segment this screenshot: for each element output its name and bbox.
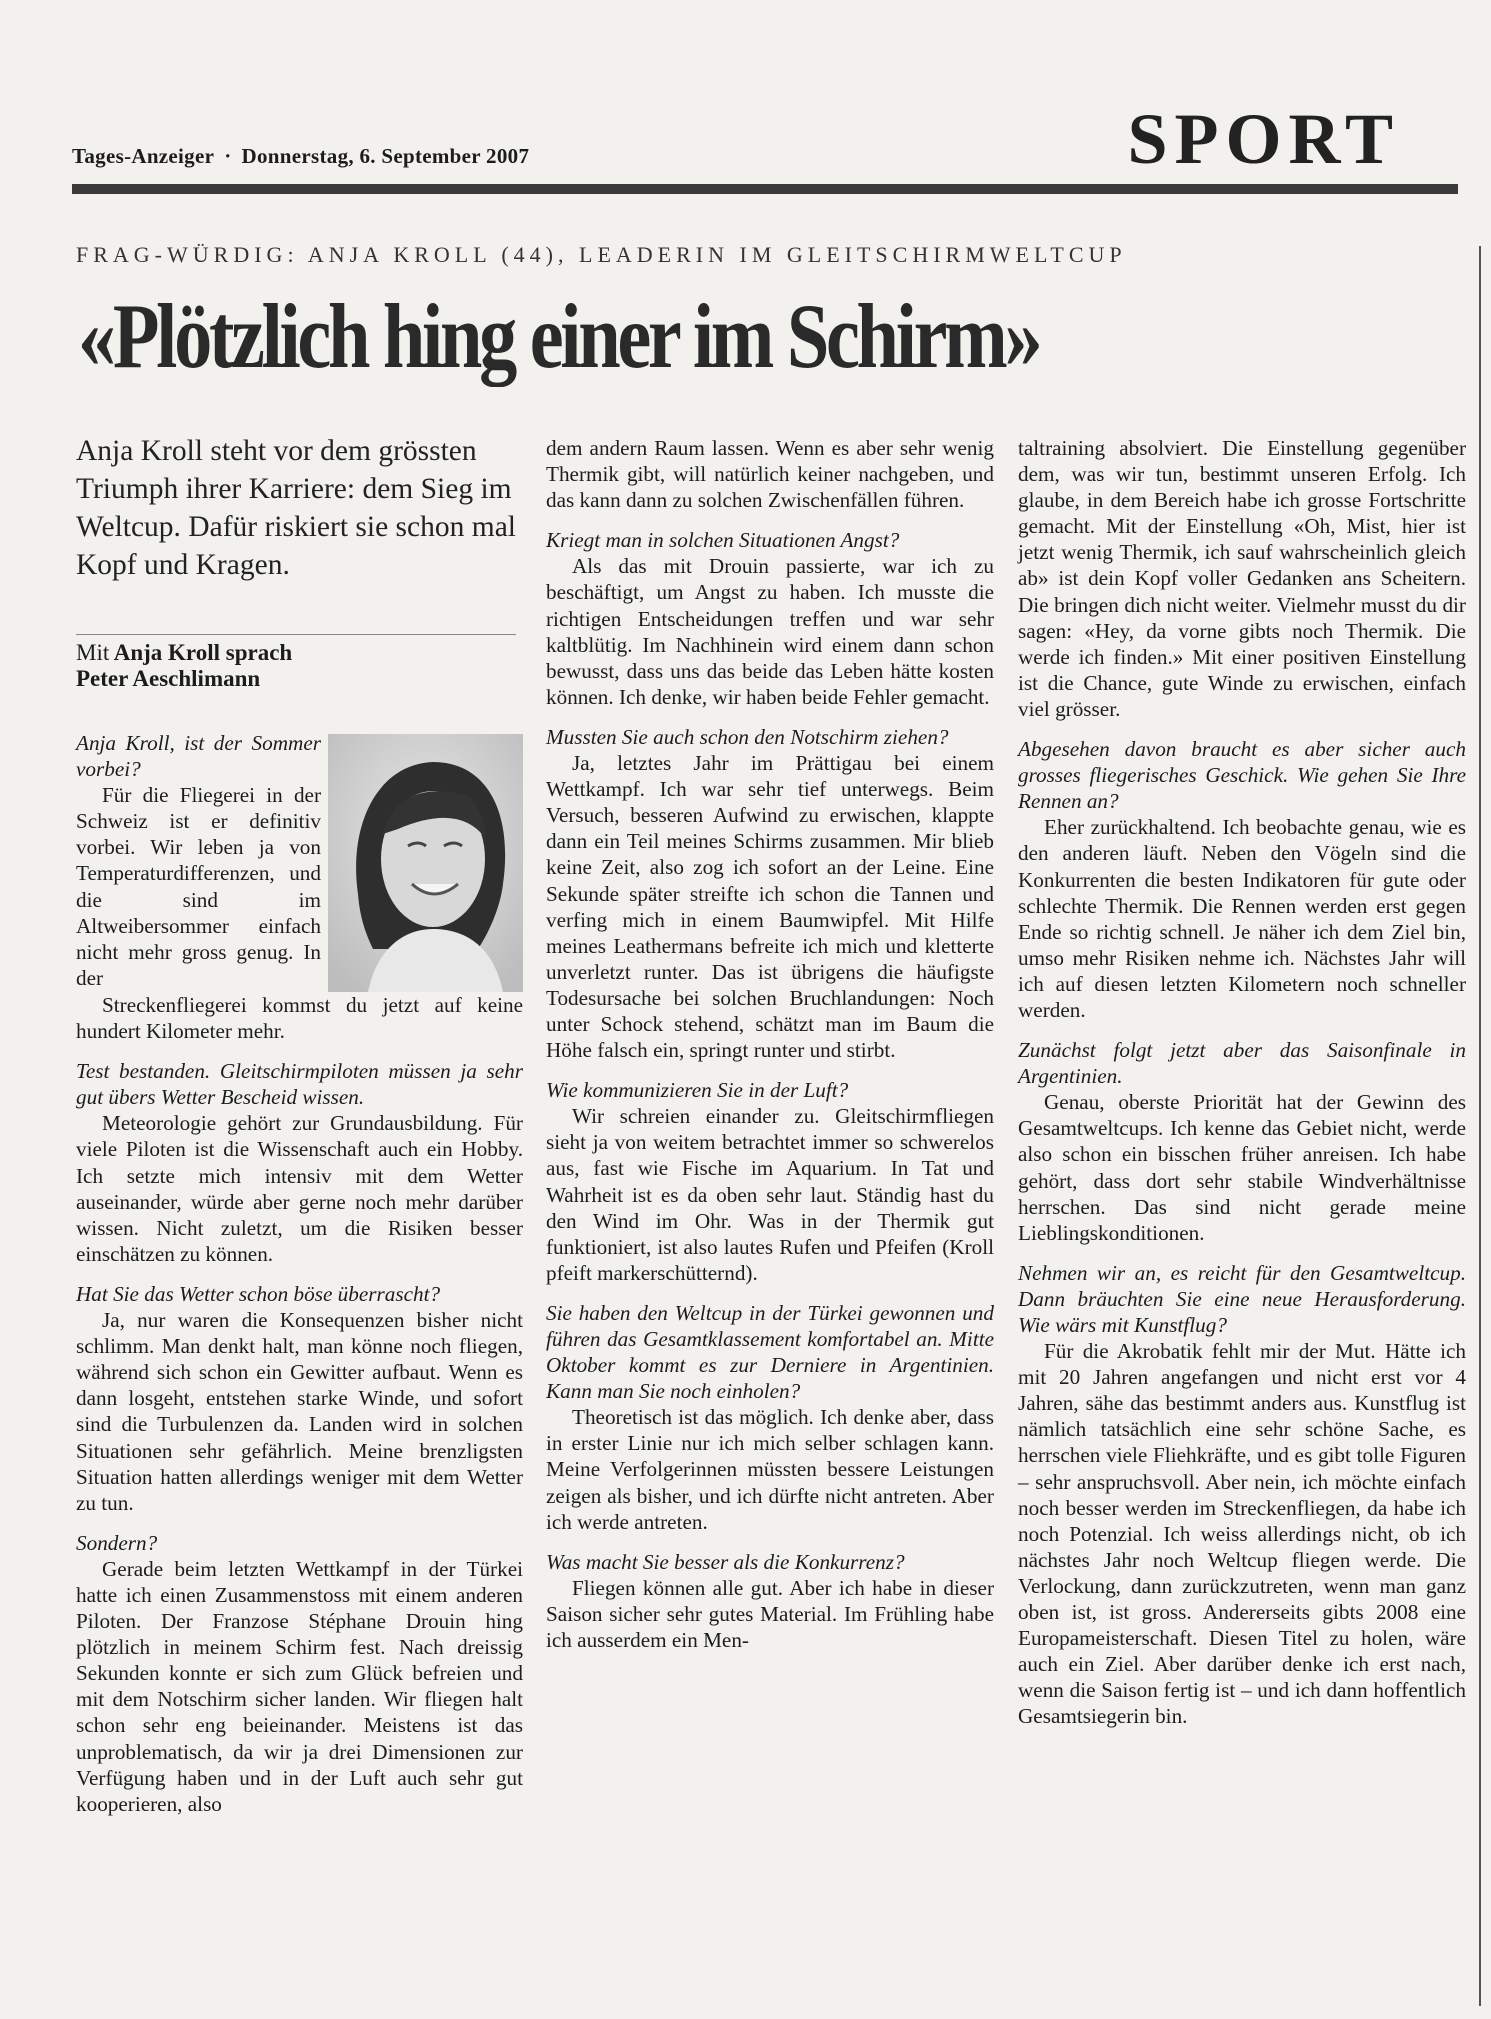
- interview-question: Test bestanden. Gleitschirmpiloten müssen ja sehr gut übers Wetter Bescheid wissen.: [76, 1059, 523, 1110]
- interview-answer: Meteorologie gehört zur Grundausbildung. Für viele Piloten ist die Wissenschaft auch ein Hobby. Ich setzte mich intensiv mit dem Wetter auseinander, würde aber gerne noch mehr darüber wissen. Nicht zuletzt, um die Risiken besser einschätzen zu können.: [76, 1111, 523, 1266]
- interview-answer: Streckenfliegerei kommst du jetzt auf keine hundert Kilometer mehr.: [76, 993, 523, 1044]
- portrait-image: [328, 734, 523, 992]
- interview-answer: dem andern Raum lassen. Wenn es aber sehr wenig Thermik gibt, will natürlich keiner nachgeben, und das kann dann zu solchen Zwischenfällen führen.: [546, 436, 994, 513]
- column-2: [546, 435, 994, 1653]
- interview-question: Wie kommunizieren Sie in der Luft?: [546, 1078, 849, 1103]
- interview-question: Mussten Sie auch schon den Notschirm ziehen?: [546, 724, 949, 749]
- byline-rule: [76, 634, 516, 635]
- interview-answer: Als das mit Drouin passierte, war ich zu beschäftigt, um Angst zu haben. Ich musste die richtigen Entscheidungen treffen und war sehr kaltblütig. Im Nachhinein wird einem dann schon bewusst, dass uns das beide das Leben hätte kosten können. Ich denke, wir haben beide Fehler gemacht.: [546, 554, 994, 709]
- masthead-rule: [72, 184, 1458, 194]
- column-1-bottom: [76, 992, 523, 1817]
- interview-question: Kriegt man in solchen Situationen Angst?: [546, 528, 900, 553]
- byline-prefix: Mit: [76, 640, 110, 665]
- interview-question: Zunächst folgt jetzt aber das Saisonfinale in Argentinien.: [1018, 1038, 1466, 1089]
- interview-question: Was macht Sie besser als die Konkurrenz?: [546, 1549, 905, 1574]
- byline-author: Peter Aeschlimann: [76, 666, 261, 691]
- masthead-separator: ·: [224, 144, 232, 168]
- interview-question: Hat Sie das Wetter schon böse überrascht?: [76, 1281, 441, 1306]
- right-column-rule: [1479, 246, 1481, 2006]
- interview-answer: taltraining absolviert. Die Einstellung gegenüber dem, was wir tun, bestimmt unseren Erfolg. Ich glaube, in dem Bereich habe ich grosse Fortschritte gemacht. Mit der Einstellung «Oh, Mist, hier ist jetzt wenig Thermik, ich sauf wahrscheinlich gleich ab» ist dein Kopf voller Gedanken ans Scheitern. Die bringen dich nicht weiter. Vielmehr musst du dir sagen: «Hey, da vorne gibts noch Thermik. Die werde ich finden.» Mit einer positiven Einstellung ist die Chance, gute Winde zu erwischen, einfach viel grösser.: [1018, 436, 1466, 721]
- interview-question: Sondern?: [76, 1530, 158, 1555]
- article-lead: Anja Kroll steht vor dem grössten Triumph ihrer Karriere: dem Sieg im Weltcup. Dafür riskiert sie schon mal Kopf und Kragen.: [76, 435, 516, 581]
- article-headline: «Plötzlich hing einer im Schirm»: [78, 285, 1040, 387]
- interview-answer: Theoretisch ist das möglich. Ich denke aber, dass in erster Linie nur ich mich selber schlagen kann. Meine Verfolgerinnen müssten bessere Leistungen zeigen als bisher, und ich dürfte nicht antreten. Aber ich werde antreten.: [546, 1405, 994, 1534]
- interview-answer: Genau, oberste Priorität hat der Gewinn des Gesamtweltcups. Ich kenne das Gebiet nicht, werde also schon ein bisschen früher anreisen. Ich habe gehört, dass dort sehr stabile Windverhältnisse herrschen. Das sind nicht gerade meine Lieblingskonditionen.: [1018, 1090, 1466, 1245]
- interview-answer: Für die Akrobatik fehlt mir der Mut. Hätte ich mit 20 Jahren angefangen und nicht erst vor 4 Jahren, sähe das bestimmt anders aus. Kunstflug ist nämlich tatsächlich eine sehr schöne Sache, es herrschen viele Fliehkräfte, und es gibt tolle Figuren – sehr anspruchsvoll. Aber nein, ich möchte einfach noch besser werden im Streckenfliegen, da habe ich noch Potenzial. Ich weiss allerdings nicht, ob ich nächstes Jahr noch Weltcup fliegen werde. Die Verlockung, dann zurückzutreten, wenn man ganz oben ist, ist gross. Andererseits gibts 2008 eine Europameisterschaft. Diesen Titel zu holen, wäre auch ein Ziel. Aber darüber denke ich erst nach, wenn die Saison fertig ist – und ich dann hoffentlich Gesamtsiegerin bin.: [1018, 1339, 1466, 1729]
- byline-name: Anja Kroll sprach: [113, 640, 293, 665]
- column-3: [1018, 435, 1466, 1730]
- interview-question: Abgesehen davon braucht es aber sicher auch grosses fliegerisches Geschick. Wie gehen Sie Ihre Rennen an?: [1018, 737, 1466, 814]
- interview-answer: Gerade beim letzten Wettkampf in der Türkei hatte ich einen Zusammenstoss mit einem anderen Piloten. Der Franzose Stéphane Drouin hing plötzlich in meinem Schirm fest. Nach dreissig Sekunden konnte er sich zum Glück befreien und mit dem Notschirm sicher landen. Wir fliegen halt schon sehr eng beieinander. Meistens ist das unproblematisch, da wir ja drei Dimensionen zur Verfügung haben und in der Luft auch sehr gut kooperieren, also: [76, 1556, 523, 1816]
- interview-answer: Ja, letztes Jahr im Prättigau bei einem Wettkampf. Ich war sehr tief unterwegs. Beim Versuch, besseren Aufwind zu erwischen, klappte dann ein Teil meines Schirms zusammen. Mir blieb keine Zeit, also zog ich sofort an der Leine. Eine Sekunde später streifte ich schon die Tannen und verfing mich in einem Baumwipfel. Mit Hilfe meines Leathermans befreite ich mich und kletterte unverletzt runter. Das ist übrigens die häufigste Todesursache bei solchen Bruchlandungen: Noch unter Schock stehend, schätzt man im Baum die Höhe falsch ein, springt runter und stirbt.: [546, 751, 994, 1063]
- issue-date: Donnerstag, 6. September 2007: [241, 144, 530, 168]
- interview-answer: Für die Fliegerei in der Schweiz ist er definitiv vorbei. Wir leben ja von Temperaturdifferenzen, und die sind im Altweibersommer einfach nicht mehr gross genug. In der: [76, 783, 321, 990]
- interview-question: Sie haben den Weltcup in der Türkei gewonnen und führen das Gesamtklassement komfortabel an. Mitte Oktober kommt es zur Derniere in Argentinien. Kann man Sie noch einholen?: [546, 1300, 994, 1404]
- interview-question: Nehmen wir an, es reicht für den Gesamtweltcup. Dann bräuchten Sie eine neue Herausforderung. Wie wärs mit Kunstflug?: [1018, 1260, 1466, 1337]
- byline: [76, 640, 516, 692]
- interview-answer: Fliegen können alle gut. Aber ich habe in dieser Saison sicher sehr gutes Material. Im Frühling habe ich ausserdem ein Men-: [546, 1575, 994, 1653]
- interview-answer: Ja, nur waren die Konsequenzen bisher nicht schlimm. Man denkt halt, man könne noch fliegen, während sich schon ein Gewitter aufbaut. Wenn es dann losgeht, entstehen starke Winde, und sofort sind die Turbulenzen da. Landen wird in solchen Situationen sehr gefährlich. Meine brenzligsten Situation hatten allerdings weniger mit dem Wetter zu tun.: [76, 1308, 523, 1515]
- interview-answer: Eher zurückhaltend. Ich beobachte genau, wie es den anderen läuft. Neben den Vögeln sind die Konkurrenten die besten Indikatoren für gute oder schlechte Thermik. Die Rennen werden erst gegen Ende so richtig schnell. Je näher ich dem Ziel bin, umso mehr Risiken nehme ich. Nächstes Jahr will ich auf diesen letzten Kilometern noch schneller werden.: [1018, 815, 1466, 1022]
- interview-answer: Wir schreien einander zu. Gleitschirmfliegen sieht ja von weitem betrachtet immer so schwerelos aus, fast wie Fische im Aquarium. In Tat und Wahrheit ist es da oben sehr laut. Ständig hast du den Wind im Ohr. Was in der Thermik gut funktioniert, ist also lautes Rufen und Pfeifen (Kroll pfeift markerschütternd).: [546, 1104, 994, 1285]
- masthead-paper-date: [72, 144, 529, 169]
- portrait-photo: [328, 734, 523, 992]
- article-kicker: FRAG-WÜRDIG: ANJA KROLL (44), LEADERIN IM GLEITSCHIRMWELTCUP: [76, 242, 1127, 267]
- column-1-top: [76, 730, 321, 991]
- interview-question: Anja Kroll, ist der Sommer vorbei?: [76, 731, 321, 782]
- paper-name: Tages-Anzeiger: [72, 144, 215, 168]
- section-title: SPORT: [1127, 99, 1400, 179]
- masthead: [72, 99, 1402, 190]
